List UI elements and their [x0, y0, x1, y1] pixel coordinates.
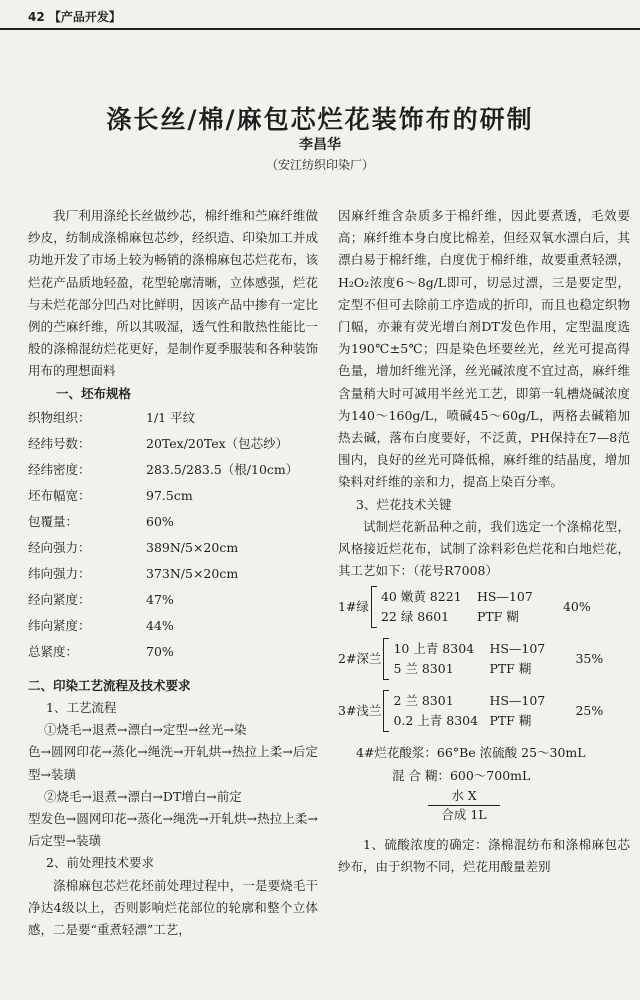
recipe-binder: PTF 糊	[489, 713, 532, 729]
process-flow-1a: ①烧毛→退煮→漂白→定型→丝光→染	[44, 722, 247, 738]
recipe-name: 1#绿	[338, 599, 369, 615]
recipe-dye: 40 嫩黄 8221	[380, 589, 462, 605]
spec-value: 1/1 平纹	[146, 409, 196, 425]
spec-label: 经纬密度：	[28, 461, 91, 477]
spec-row	[28, 613, 318, 639]
section-heading-process: 二、印染工艺流程及技术要求	[28, 677, 191, 693]
recipe-binder: PTF 糊	[476, 609, 519, 625]
spec-label: 纬向紧度：	[28, 617, 91, 633]
recipe-dye: 0.2 上青 8304	[393, 713, 479, 729]
article-title: 涤长丝/棉/麻包芯烂花装饰布的研制	[106, 105, 534, 134]
closing-paragraph: 1、硫酸浓度的确定：涤棉混纺布和涤棉麻包芯纱布，由于织物不同，烂花用酸量差别	[338, 836, 630, 875]
header-rule	[0, 28, 640, 30]
spec-row	[28, 483, 318, 509]
spec-value: 44%	[146, 617, 174, 633]
page-number: 42	[28, 10, 45, 24]
process-flow-1b: 色→圆网印花→蒸化→绳洗→开轧烘→热拉上柔→后定型→装璜	[28, 744, 318, 782]
subheading-flow: 1、工艺流程	[46, 700, 117, 716]
process-flow-2b: 型发色→圆网印花→蒸化→绳洗→开轧烘→热拉上柔→后定型→装璜	[28, 811, 318, 849]
spec-row	[28, 639, 318, 665]
spec-value: 373N/5×20cm	[146, 565, 239, 581]
mixed-paste-line: 混 合 糊：600～700mL	[392, 767, 531, 783]
recipe-percent: 40%	[562, 599, 591, 615]
intro-paragraph: 我厂利用涤纶长丝做纱芯，棉纤维和苎麻纤维做纱皮，纺制成涤棉麻包芯纱，经织造、印染加工并成功地开发了市场上较为畅销的涤棉麻包芯烂花布，该烂花产品质地轻盈，花型轮廓清晰，立体感强，烂花与未烂花部分凹凸对比鲜明，因该产品中掺有一定比例的苎麻纤维，所以其吸湿，透气性和散热性能比一般的涤棉混纺烂花更好，是制作夏季服装和各种装饰用布的理想面料	[28, 208, 318, 379]
recipe-3	[338, 690, 630, 732]
spec-label: 纬向强力：	[28, 565, 91, 581]
spec-value: 60%	[146, 513, 174, 529]
total-fraction	[424, 787, 504, 824]
recipe-name: 2#深兰	[338, 651, 382, 667]
right-column	[338, 205, 630, 878]
spec-value: 20Tex/20Tex（包芯纱）	[146, 435, 289, 451]
spec-row	[28, 535, 318, 561]
brace	[383, 638, 389, 680]
recipe-dye: 10 上青 8304	[393, 641, 475, 657]
spec-row	[28, 405, 318, 431]
spec-label: 总紧度：	[28, 643, 79, 659]
pretreatment-paragraph: 涤棉麻包芯烂花坯前处理过程中，一是要烧毛干净达4级以上，否则影响烂花部位的轮廓和整个立体感，二是要“重煮轻漂”工艺，	[28, 877, 318, 938]
spec-value: 283.5/283.5（根/10cm）	[146, 461, 299, 477]
spec-row	[28, 587, 318, 613]
spec-label: 经纬号数：	[28, 435, 91, 451]
spec-row	[28, 457, 318, 483]
recipe-percent: 25%	[575, 703, 604, 719]
section-heading-spec: 一、坯布规格	[56, 385, 132, 401]
spec-label: 经向强力：	[28, 539, 91, 555]
recipe-dye: 22 绿 8601	[380, 609, 450, 625]
brace	[371, 586, 377, 628]
spec-row	[28, 509, 318, 535]
recipe-dye: 5 兰 8301	[393, 661, 454, 677]
recipe-binder: HS—107	[489, 693, 546, 709]
article-affiliation: （安江纺织印染厂）	[265, 158, 374, 172]
recipe-binder: HS—107	[476, 589, 533, 605]
spec-value: 47%	[146, 591, 174, 607]
recipe-binder: PTF 糊	[489, 661, 532, 677]
process-flow-2a: ②烧毛→退煮→漂白→DT增白→前定	[44, 788, 242, 804]
spec-label: 经向紧度：	[28, 591, 91, 607]
spec-row	[28, 561, 318, 587]
section-label: 【产品开发】	[48, 10, 121, 24]
water-line: 水 X	[451, 787, 477, 803]
recipe-percent: 35%	[575, 651, 604, 667]
spec-list	[28, 405, 318, 665]
spec-row	[28, 431, 318, 457]
spec-value: 389N/5×20cm	[146, 539, 239, 555]
acid-paste-line: 4#烂花酸浆：66°Be 浓硫酸 25～30mL	[356, 745, 586, 761]
spec-value: 97.5cm	[146, 487, 193, 503]
page-header	[28, 8, 121, 25]
total-line: 合成 1L	[441, 806, 487, 822]
spec-value: 70%	[146, 643, 174, 659]
recipe-name: 3#浅兰	[338, 703, 382, 719]
subheading-burnout: 3、烂花技术关键	[356, 496, 452, 512]
recipe-2	[338, 638, 630, 680]
burnout-intro: 试制烂花新品种之前，我们选定一个涤棉花型，风格接近烂花布，试制了涂料彩色烂花和白地烂花，其工艺如下：（花号R7008）	[338, 518, 630, 579]
pretreatment-paragraph-cont: 因麻纤维含杂质多于棉纤维，因此要煮透，毛效要高；麻纤维本身白度比棉差，但经双氧水漂白后，其漂白易于棉纤维，白度优于棉纤维，故要重煮轻漂，H₂O₂浓度6～8g/L即可，切忌过漂，三是要定型，定型不但可去除前工序造成的折印，而且也稳定织物门幅，亦兼有荧光增白剂DT发色作用，定型温度选为190℃±5℃；四是染色坯要丝光，丝光可提高得色量，增加纤维光泽，丝光碱浓度不宜过高，麻纤维含量稍大时可减用半丝光工艺，即第一轧槽烧碱浓度为140～160g/L，喷碱45～60g/L，两格去碱箱加热去碱，落布白度要好，不泛黄，PH保持在7—8范围内，良好的丝光可降低棉，麻纤维的结晶度，增加染料对纤维的亲和力，提高上染百分率。	[338, 208, 630, 490]
recipe-1	[338, 586, 630, 628]
left-column	[28, 205, 318, 941]
spec-label: 织物组织：	[28, 409, 91, 425]
spec-label: 坯布幅宽：	[28, 487, 91, 503]
article-author: 李昌华	[299, 137, 341, 153]
spec-label: 包覆量：	[28, 513, 79, 529]
recipe-binder: HS—107	[489, 641, 546, 657]
subheading-pretreatment: 2、前处理技术要求	[46, 855, 154, 871]
brace	[383, 690, 389, 732]
recipe-dye: 2 兰 8301	[393, 693, 454, 709]
